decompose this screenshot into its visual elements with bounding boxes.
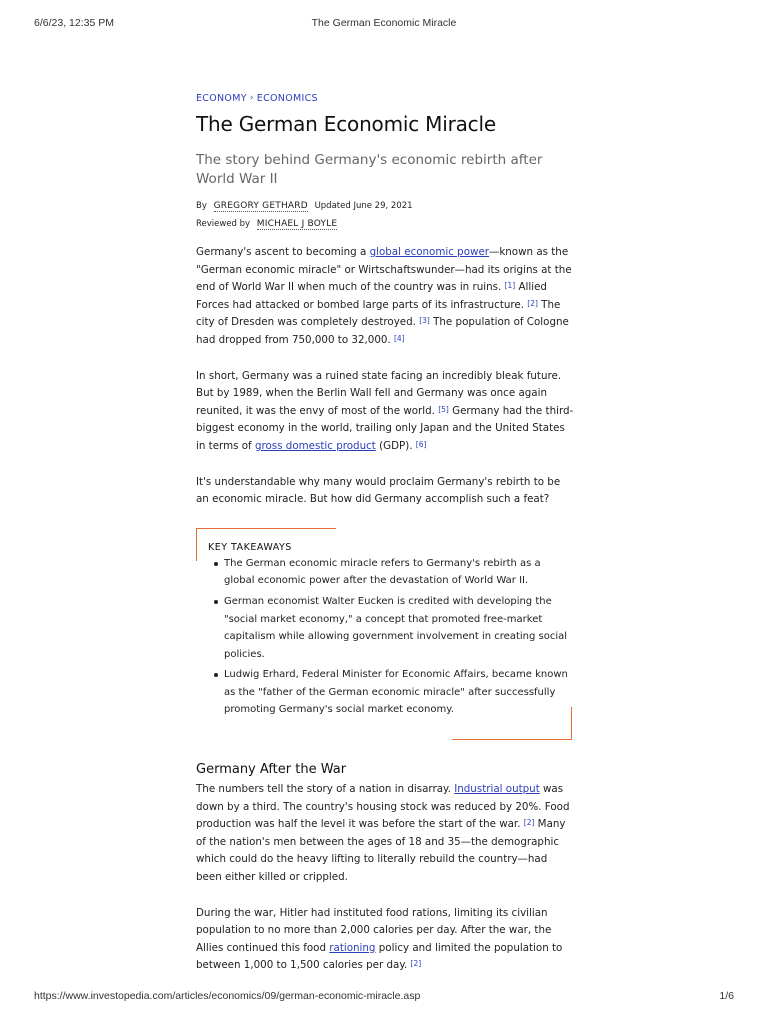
author-link[interactable]: GREGORY GETHARD (213, 201, 308, 211)
text: Germany's ascent to becoming a (196, 246, 370, 258)
text: The numbers tell the story of a nation in disarray. (196, 783, 455, 796)
breadcrumb-economy[interactable]: ECONOMY (196, 92, 247, 104)
text: (GDP). (375, 439, 416, 452)
text: During the war, Hitler had instituted food rations, limiting its civilian population to no more than 2,000 calories per day. After the war, the Allies continued this food (196, 906, 552, 954)
print-footer (34, 990, 734, 1004)
reviewer-link[interactable]: MICHAEL J BOYLE (256, 219, 338, 229)
accent-border (452, 739, 572, 740)
print-datetime: 6/6/23, 12:35 PM (34, 17, 114, 29)
bullet-icon (214, 673, 218, 677)
key-takeaways-list (208, 555, 572, 719)
takeaway-text: German economist Walter Eucken is credited with developing the "social market economy," a concept that promoted free-market capitalism while allowing government involvement in creating social policies. (224, 595, 568, 660)
reviewed-by-label: Reviewed by (196, 219, 251, 229)
text: Allied Forces had attacked or bombed large parts of its infrastructure. (196, 281, 547, 311)
by-label: By (196, 201, 207, 211)
article-title: The German Economic Miracle (196, 112, 496, 136)
rationing-link[interactable]: rationing (329, 941, 376, 954)
byline (196, 198, 576, 234)
article (196, 90, 576, 975)
breadcrumb-economics[interactable]: ECONOMICS (256, 92, 318, 104)
breadcrumb (196, 90, 576, 106)
citation-ref[interactable]: [6] (415, 439, 427, 449)
citation-ref[interactable]: [2] (527, 298, 538, 308)
key-takeaways-box (196, 528, 576, 740)
text: Many of the nation's men between the ages of 18 and 35—the demographic which could do the heavy lifting to literally rebuild the country—had been either killed or crippled. (196, 818, 566, 884)
text: In short, Germany was a ruined state facing an incredibly bleak future. But by 1989, when the Berlin Wall fell and Germany was once again reunited, it was the envy of most of the world. (196, 369, 562, 417)
citation-ref[interactable]: [4] (393, 333, 405, 343)
list-item (224, 593, 572, 663)
citation-ref[interactable]: [3] (419, 316, 430, 326)
text: The city of Dresden was completely destroyed. (196, 298, 561, 329)
citation-ref[interactable]: [5] (438, 404, 449, 414)
citation-ref[interactable]: [1] (504, 281, 516, 291)
bullet-icon (214, 600, 218, 604)
accent-border (196, 528, 336, 529)
print-header (34, 17, 734, 31)
print-url: https://www.investopedia.com/articles/economics/09/german-economic-miracle.asp (34, 990, 421, 1002)
citation-ref[interactable]: [2] (410, 959, 422, 969)
updated-date: Updated June 29, 2021 (314, 201, 413, 211)
text: The population of Cologne had dropped from 750,000 to 32,000. (196, 316, 569, 346)
chevron-right-icon: › (249, 93, 254, 103)
industrial-output-link[interactable]: Industrial output (454, 783, 540, 796)
section-heading: Germany After the War (196, 762, 347, 778)
accent-border (196, 528, 197, 561)
key-takeaways-heading: KEY TAKEAWAYS (208, 541, 292, 553)
article-subtitle: The story behind Germany's economic rebirth after World War II (196, 152, 543, 187)
paragraph-question: It's understandable why many would proclaim Germany's rebirth to be an economic miracle. But how did Germany accomplish such a feat? (196, 475, 561, 506)
global-economic-power-link[interactable]: global economic power (369, 246, 490, 258)
gdp-link[interactable]: gross domestic product (254, 439, 376, 452)
paragraph-intro (196, 244, 576, 350)
list-item (224, 666, 572, 719)
paragraph-reunification (196, 368, 576, 456)
bullet-icon (214, 562, 218, 566)
text: Germany had the third-biggest economy in the world, trailing only Japan and the United States in terms of (196, 404, 574, 452)
text: was down by a third. The country's housing stock was reduced by 20%. Food production was half the level it was before the start of the war. (196, 783, 570, 831)
paragraph-numbers (196, 781, 576, 887)
takeaway-text: The German economic miracle refers to Germany's rebirth as a global economic power after the devastation of World War II. (224, 557, 541, 587)
print-page-title: The German Economic Miracle (311, 17, 457, 29)
text: —known as the "German economic miracle" or Wirtschaftswunder—had its origins at the end of World War II when much of the country was in ruins. (196, 246, 572, 294)
list-item (224, 555, 572, 590)
text: policy and limited the population to between 1,000 to 1,500 calories per day. (196, 941, 563, 972)
takeaway-text: Ludwig Erhard, Federal Minister for Economic Affairs, became known as the "father of the German economic miracle" after successfully promoting Germany's social market economy. (224, 669, 568, 716)
citation-ref[interactable]: [2] (523, 818, 535, 828)
paragraph-rations (196, 905, 576, 975)
print-page-number: 1/6 (719, 990, 734, 1002)
